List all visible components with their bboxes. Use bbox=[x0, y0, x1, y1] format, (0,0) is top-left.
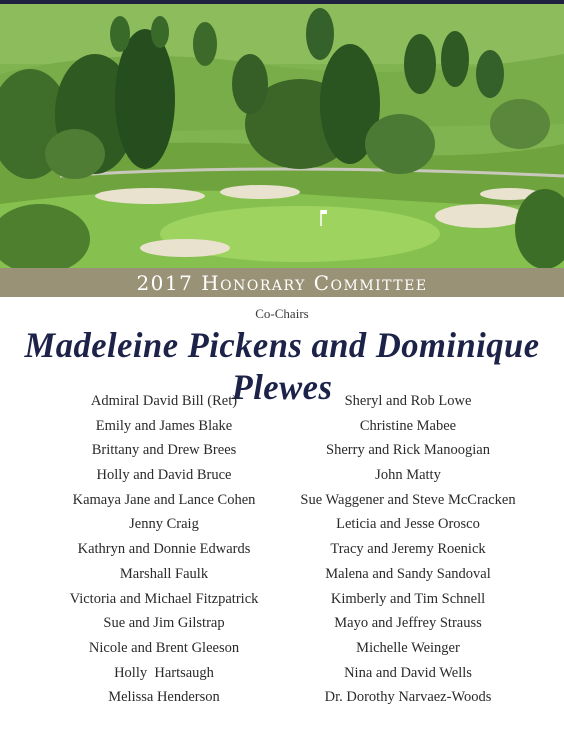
committee-member: Malena and Sandy Sandoval bbox=[325, 565, 491, 582]
committee-member: Sue and Jim Gilstrap bbox=[103, 615, 225, 632]
title-banner bbox=[0, 268, 564, 297]
committee-title: 2017 Honorary Committee bbox=[136, 270, 428, 295]
committee-member: Michelle Weinger bbox=[356, 639, 460, 656]
committee-member: Nina and David Wells bbox=[344, 664, 472, 681]
committee-member: Leticia and Jesse Orosco bbox=[336, 516, 480, 533]
committee-member: Sheryl and Rob Lowe bbox=[344, 393, 472, 409]
committee-member: Kamaya Jane and Lance Cohen bbox=[72, 491, 256, 508]
committee-member: Victoria and Michael Fitzpatrick bbox=[69, 590, 259, 607]
committee-member: Emily and James Blake bbox=[95, 417, 233, 434]
co-chairs-label: Co-Chairs bbox=[255, 306, 309, 321]
committee-member: Holly and David Bruce bbox=[96, 467, 232, 484]
committee-member: Holly Hartsaugh bbox=[114, 664, 214, 681]
committee-member: Sherry and Rick Manoogian bbox=[326, 442, 490, 459]
committee-member: Nicole and Brent Gleeson bbox=[88, 639, 240, 656]
committee-member: Brittany and Drew Brees bbox=[91, 442, 237, 459]
committee-list-left bbox=[40, 389, 288, 710]
committee-member: Jenny Craig bbox=[129, 516, 199, 533]
committee-member: Tracy and Jeremy Roenick bbox=[330, 541, 486, 558]
committee-member: Mayo and Jeffrey Strauss bbox=[334, 615, 482, 632]
co-chairs-names: Madeleine Pickens and Dominique Plewes bbox=[24, 325, 540, 407]
committee-member: Marshall Faulk bbox=[119, 565, 209, 582]
committee-member: John Matty bbox=[375, 467, 441, 484]
committee-member: Admiral David Bill (Ret) bbox=[90, 393, 238, 409]
committee-member: Christine Mabee bbox=[359, 417, 457, 434]
committee-member: Dr. Dorothy Narvaez-Woods bbox=[324, 689, 492, 706]
committee-member: Kimberly and Tim Schnell bbox=[330, 590, 486, 607]
committee-member: Sue Waggener and Steve McCracken bbox=[300, 491, 516, 508]
committee-list-right bbox=[282, 389, 534, 710]
committee-member: Melissa Henderson bbox=[108, 689, 220, 706]
golf-course-photo bbox=[0, 4, 564, 268]
committee-member: Kathryn and Donnie Edwards bbox=[77, 541, 251, 558]
